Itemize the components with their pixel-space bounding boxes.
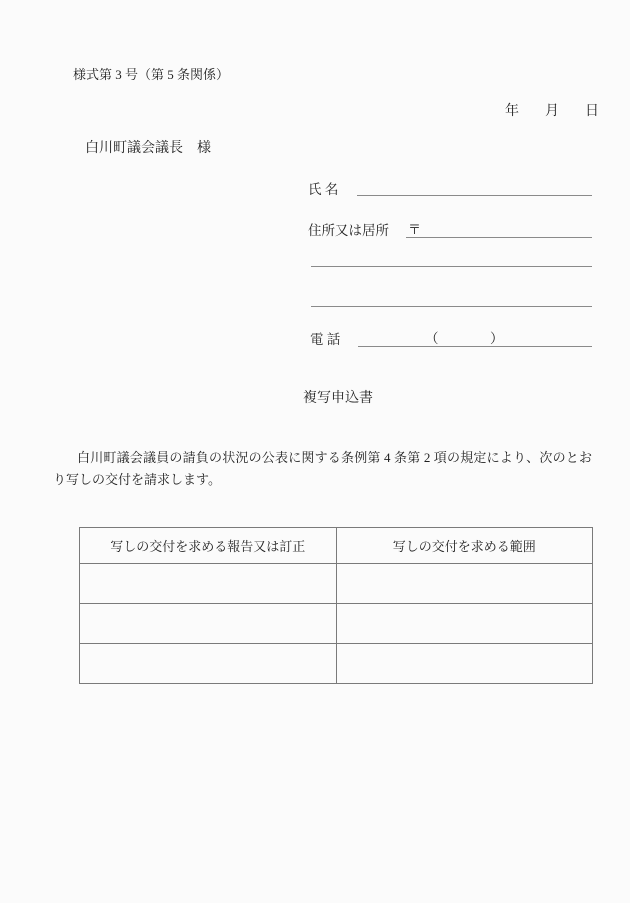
postal-mark: 〒 [408,222,422,237]
table-row [80,564,593,604]
table-empty-cell [80,604,337,644]
table-empty-cell [336,644,593,684]
address-field-label: 住所又は居所 [308,223,389,238]
phone-fill-line [358,346,592,347]
name-fill-line [357,195,592,196]
phone-paren-close: ） [490,331,504,346]
table-header-report-column: 写しの交付を求める報告又は訂正 [80,528,337,564]
table-header-scope-column: 写しの交付を求める範囲 [336,528,593,564]
table-header-row [80,528,593,564]
date-month-label: 月 [545,104,559,119]
date-day-label: 日 [585,104,599,119]
addressee: 白川町議会議長 様 [85,141,211,156]
address-fill-line-2 [311,266,592,267]
phone-paren-open: （ [425,331,439,346]
table-row [80,644,593,684]
date-line [505,104,599,119]
address-fill-line [406,237,592,238]
table-empty-cell [80,564,337,604]
table-empty-cell [336,564,593,604]
address-fill-line-3 [311,306,592,307]
body-paragraph: 白川町議会議員の請負の状況の公表に関する条例第 4 条第 2 項の規定により、次のとおり写しの交付を請求します。 [53,450,592,487]
table-empty-cell [80,644,337,684]
table-empty-cell [336,604,593,644]
request-table [79,527,593,684]
date-year-label: 年 [505,104,519,119]
name-field-label: 氏 名 [308,182,339,197]
form-number: 様式第 3 号（第 5 条関係） [73,67,230,82]
table-row [80,604,593,644]
document-title: 複写申込書 [303,391,373,406]
phone-field-label: 電 話 [310,332,341,347]
